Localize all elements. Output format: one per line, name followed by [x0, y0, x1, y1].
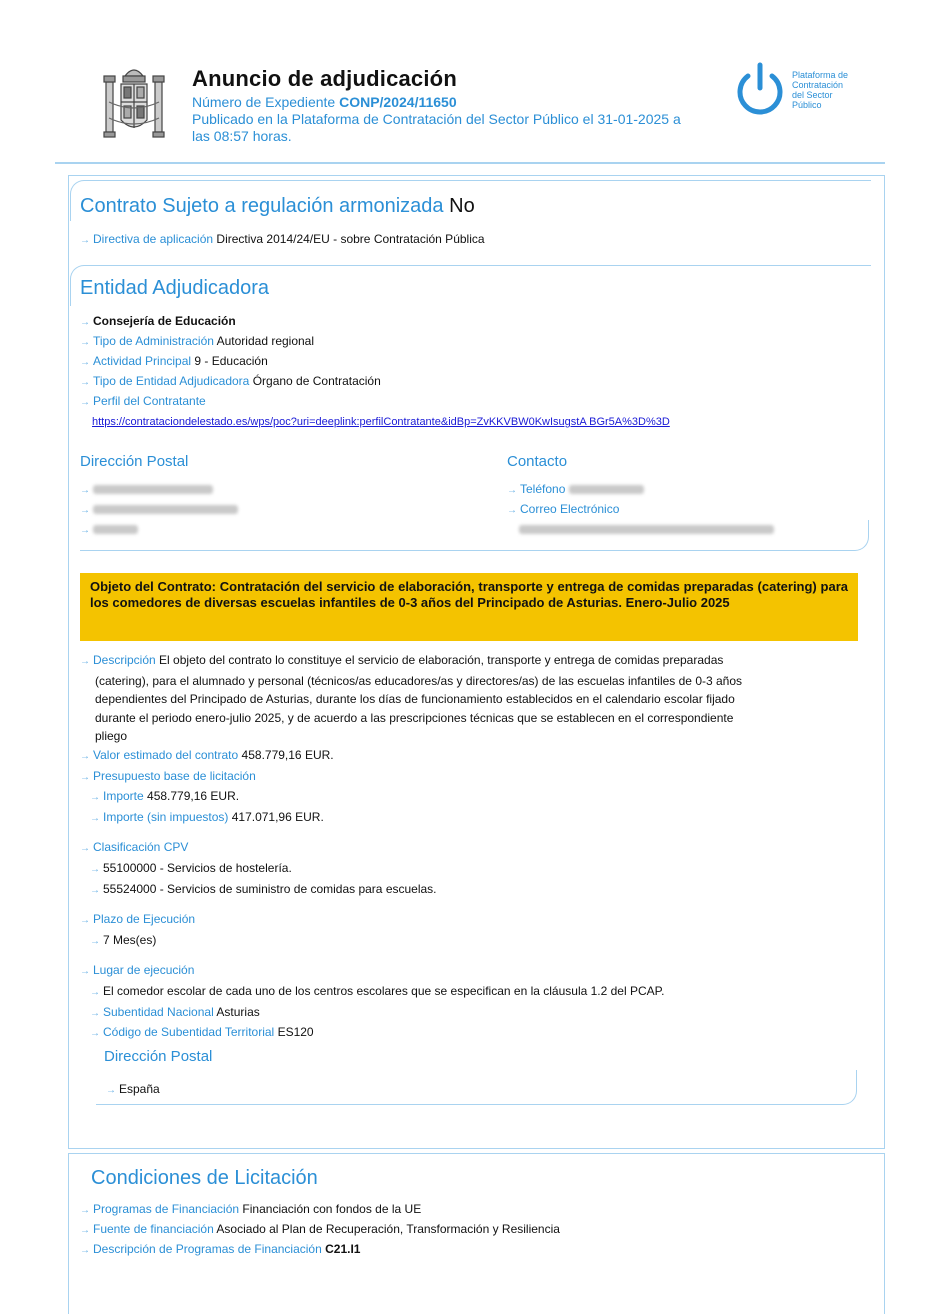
- arrow-icon: →: [80, 771, 90, 783]
- programas-row: [80, 1200, 560, 1220]
- fuente-label: Fuente de financiación: [93, 1222, 214, 1236]
- perfil-contratante-link[interactable]: https://contrataciondelestado.es/wps/poc?uri=deeplink:perfilContratante&idBp=ZvKKVBW0KwIsugstA BGr5A%3D%3D: [92, 416, 670, 428]
- power-icon: [733, 62, 787, 120]
- arrow-icon: →: [90, 1007, 100, 1019]
- tipo-admin-value: Autoridad regional: [216, 334, 315, 348]
- arrow-icon: →: [80, 656, 90, 667]
- plazo-label: Plazo de Ejecución: [93, 912, 196, 927]
- lugar-direccion-postal-title: Dirección Postal: [104, 1048, 213, 1065]
- tipo-entidad-row: [80, 372, 670, 392]
- expediente-label: Número de Expediente: [192, 94, 336, 110]
- subentidad-label: Subentidad Nacional: [103, 1004, 214, 1019]
- arrow-icon: →: [80, 357, 90, 368]
- arrow-icon: →: [90, 792, 100, 804]
- page-header: [0, 0, 940, 165]
- expediente-value: CONP/2024/11650: [339, 94, 457, 110]
- armonizada-section-title: [80, 195, 475, 218]
- condiciones-list: [80, 1200, 560, 1260]
- redacted-text: [93, 485, 213, 494]
- arrow-icon: →: [80, 377, 90, 388]
- arrow-icon: →: [90, 863, 100, 875]
- cpv-item-text: 55524000 - Servicios de suministro de comidas para escuelas.: [103, 881, 437, 896]
- arrow-icon: →: [90, 1028, 100, 1040]
- entidad-list: [80, 312, 670, 432]
- fuente-row: [80, 1220, 560, 1240]
- direccion-postal-title: Dirección Postal: [80, 453, 189, 470]
- address-line: [80, 500, 238, 520]
- descripcion-line: (catering), para el alumnado y personal (técnicos/as educadores/as y directores/as) de las escuelas infantiles de 0-3 años: [95, 673, 743, 688]
- arrow-icon: →: [90, 986, 100, 998]
- descripcion-label: Descripción: [93, 653, 156, 667]
- arrow-icon: →: [80, 317, 90, 328]
- objeto-details: [80, 651, 858, 1044]
- telefono-label: Teléfono: [520, 482, 566, 496]
- arrow-icon: →: [80, 843, 90, 855]
- telefono-row: [507, 480, 774, 500]
- section-curve: [96, 1070, 857, 1105]
- arrow-icon: →: [80, 525, 90, 536]
- importe-sin-value: 417.071,96 EUR.: [231, 809, 324, 824]
- arrow-icon: →: [507, 505, 517, 516]
- plazo-value-row: [80, 931, 858, 952]
- arrow-icon: →: [80, 397, 90, 408]
- page-title: Anuncio de adjudicación: [192, 66, 457, 91]
- importe-row: [80, 787, 858, 808]
- programas-label: Programas de Financiación: [93, 1202, 240, 1216]
- valor-value: 458.779,16 EUR.: [241, 747, 334, 762]
- subentidad-value: Asturias: [216, 1004, 260, 1019]
- platform-logo-text: [792, 70, 872, 110]
- fuente-value: Asociado al Plan de Recuperación, Transformación y Resiliencia: [216, 1222, 560, 1236]
- cpv-item-text: 55100000 - Servicios de hostelería.: [103, 860, 292, 875]
- plazo-value: 7 Mes(es): [103, 932, 157, 947]
- arrow-icon: →: [80, 337, 90, 348]
- arrow-icon: →: [80, 750, 90, 762]
- entidad-name: Consejería de Educación: [93, 314, 236, 328]
- entidad-name-row: [80, 312, 670, 332]
- descripcion-text: El objeto del contrato lo constituye el servicio de elaboración, transporte y entrega de comidas preparadas: [159, 653, 724, 667]
- programas-value: Financiación con fondos de la UE: [242, 1202, 422, 1216]
- cpv-item: [80, 859, 858, 880]
- arrow-icon: →: [80, 485, 90, 496]
- arrow-icon: →: [80, 235, 90, 246]
- cpv-label: Clasificación CPV: [93, 840, 189, 855]
- directiva-label: Directiva de aplicación: [93, 232, 214, 246]
- importe-sin-row: [80, 808, 858, 829]
- lugar-row: [80, 961, 858, 982]
- arrow-icon: →: [90, 884, 100, 896]
- header-divider: [55, 162, 885, 164]
- tipo-admin-row: [80, 332, 670, 352]
- logo-text-line: Contratación: [792, 80, 844, 90]
- descripcion-line: pliego: [95, 729, 128, 744]
- arrow-icon: →: [507, 485, 517, 496]
- desc-programas-row: [80, 1240, 560, 1260]
- arrow-icon: →: [90, 812, 100, 824]
- armonizada-value: No: [449, 195, 475, 217]
- desc-programas-value: C21.I1: [325, 1242, 361, 1256]
- codigo-value: ES120: [277, 1025, 314, 1040]
- lugar-value-row: [80, 982, 858, 1003]
- entidad-section-title: Entidad Adjudicadora: [80, 277, 270, 299]
- desc-programas-label: Descripción de Programas de Financiación: [93, 1242, 322, 1256]
- arrow-icon: →: [80, 505, 90, 516]
- directiva-row: [80, 230, 485, 250]
- published-line-2: las 08:57 horas.: [192, 128, 292, 144]
- logo-text-line: Plataforma de: [792, 70, 849, 80]
- actividad-row: [80, 352, 670, 372]
- redacted-text: [569, 485, 644, 494]
- tipo-entidad-label: Tipo de Entidad Adjudicadora: [93, 374, 250, 388]
- expediente-line: [192, 94, 457, 110]
- section-curve: [80, 520, 869, 551]
- logo-text-line: del Sector: [792, 90, 833, 100]
- descripcion-line: durante el periodo enero-julio 2025, y de acuerdo a las prescripciones técnicas que se establecen en el correspondiente: [95, 710, 734, 725]
- coat-of-arms-icon: [103, 62, 165, 150]
- correo-label: Correo Electrónico: [520, 502, 620, 516]
- importe-sin-label: Importe (sin impuestos): [103, 809, 229, 824]
- perfil-label: Perfil del Contratante: [93, 394, 206, 408]
- correo-row: [507, 500, 774, 520]
- armonizada-title: Contrato Sujeto a regulación armonizada: [80, 195, 444, 217]
- tipo-entidad-value: Órgano de Contratación: [252, 374, 381, 388]
- valor-label: Valor estimado del contrato: [93, 747, 239, 762]
- condiciones-section-title: Condiciones de Licitación: [91, 1167, 318, 1189]
- lugar-value: El comedor escolar de cada uno de los centros escolares que se especifican en la cláusula 1.2 del PCAP.: [103, 983, 665, 998]
- presupuesto-label: Presupuesto base de licitación: [93, 768, 256, 783]
- cpv-row: [80, 838, 858, 859]
- presupuesto-row: [80, 767, 858, 788]
- published-line-1: Publicado en la Plataforma de Contratación del Sector Público el 31-01-2025 a: [192, 111, 681, 127]
- contacto-title: Contacto: [507, 453, 568, 470]
- perfil-link-row: [80, 412, 670, 432]
- actividad-label: Actividad Principal: [93, 354, 192, 368]
- subentidad-row: [80, 1003, 858, 1024]
- plazo-row: [80, 910, 858, 931]
- descripcion-line: dependientes del Principado de Asturias, durante los días de funcionamiento establecidos en el calendario escolar fijado: [95, 692, 735, 707]
- actividad-value: 9 - Educación: [194, 354, 268, 368]
- logo-text-line: Público: [792, 100, 822, 110]
- arrow-icon: →: [80, 966, 90, 978]
- valor-row: [80, 746, 858, 767]
- arrow-icon: →: [80, 1245, 90, 1256]
- arrow-icon: →: [90, 935, 100, 947]
- descripcion-line: [80, 651, 858, 672]
- codigo-label: Código de Subentidad Territorial: [103, 1025, 275, 1040]
- redacted-text: [93, 505, 238, 514]
- arrow-icon: →: [80, 1205, 90, 1216]
- arrow-icon: →: [80, 915, 90, 927]
- lugar-label: Lugar de ejecución: [93, 963, 195, 978]
- arrow-icon: →: [80, 1225, 90, 1236]
- cpv-item: [80, 880, 858, 901]
- directiva-value: Directiva 2014/24/EU - sobre Contratación Pública: [216, 232, 485, 246]
- perfil-row: [80, 392, 670, 412]
- objeto-contrato-banner: Objeto del Contrato: Contratación del servicio de elaboración, transporte y entrega de comidas preparadas (catering) para los comedores de diversas escuelas infantiles de 0-3 años del Principado de Asturias. Enero-Julio 2025: [80, 573, 858, 641]
- pais-value: España: [119, 1082, 160, 1096]
- codigo-row: [80, 1023, 858, 1044]
- address-line: [80, 480, 238, 500]
- importe-value: 458.779,16 EUR.: [147, 789, 240, 804]
- tipo-admin-label: Tipo de Administración: [93, 334, 214, 348]
- importe-label: Importe: [103, 789, 144, 804]
- arrow-icon: →: [106, 1085, 116, 1096]
